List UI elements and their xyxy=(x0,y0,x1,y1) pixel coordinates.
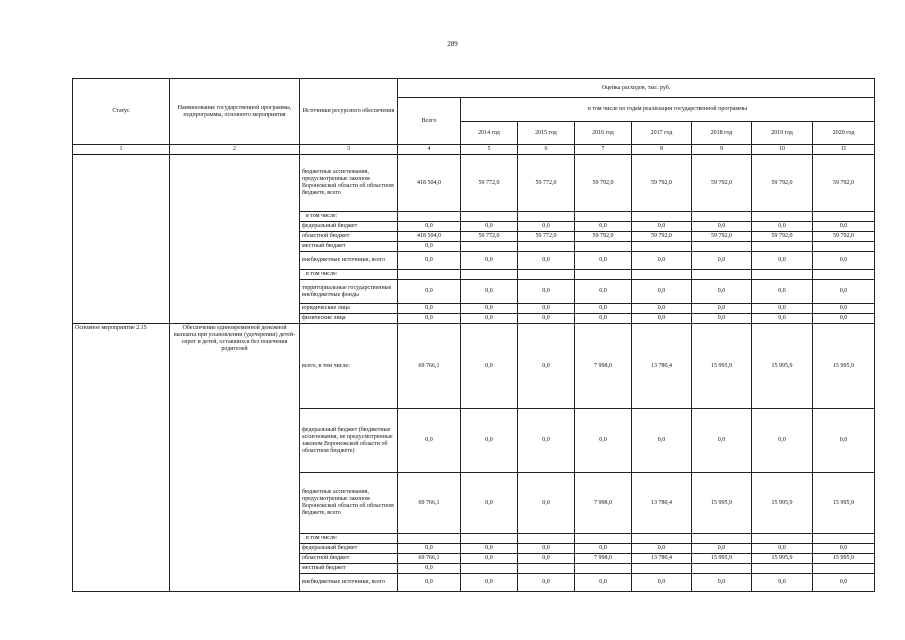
row-value: 0,0 xyxy=(632,574,692,592)
row-value: 0,0 xyxy=(632,222,692,232)
row-value xyxy=(575,212,632,222)
row-value: 15 995,9 xyxy=(752,554,813,564)
row-value xyxy=(518,270,575,280)
row-source-label: областной бюджет xyxy=(300,232,398,242)
column-index: 2 xyxy=(170,145,300,155)
row-value: 0,0 xyxy=(518,324,575,409)
row-value: 15 995,9 xyxy=(752,473,813,534)
row-value xyxy=(398,534,461,544)
page-number: 289 xyxy=(447,40,458,48)
row-source-label: внебюджетные источники, всего xyxy=(300,574,398,592)
row-value: 0,0 xyxy=(518,314,575,324)
row-value: 0,0 xyxy=(398,222,461,232)
row-program-name: Обеспечение единовременной денежной выплаты при усыновлении (удочерении) детей-сирот и детей, оставшихся без попечения родителей xyxy=(170,324,300,592)
row-value xyxy=(813,534,875,544)
table-row xyxy=(73,155,875,212)
row-source-label: федеральный бюджет xyxy=(300,544,398,554)
row-source-label: внебюджетные источники, всего xyxy=(300,252,398,270)
row-value xyxy=(398,270,461,280)
row-value: 0,0 xyxy=(692,280,752,304)
row-value: 7 998,0 xyxy=(575,473,632,534)
row-value: 0,0 xyxy=(575,280,632,304)
row-value xyxy=(813,270,875,280)
budget-table xyxy=(72,78,875,592)
row-value: 15 995,9 xyxy=(692,554,752,564)
row-value xyxy=(752,212,813,222)
row-value: 0,0 xyxy=(398,252,461,270)
row-value: 0,0 xyxy=(575,544,632,554)
row-value: 0,0 xyxy=(632,304,692,314)
row-source-label: в том числе: xyxy=(300,270,398,280)
row-value: 59 792,0 xyxy=(632,155,692,212)
row-value: 0,0 xyxy=(518,554,575,564)
row-source-label: бюджетные ассигнования, предусмотренные законом Воронежской области об областном бюджете, всего xyxy=(300,473,398,534)
row-value: 59 792,0 xyxy=(752,155,813,212)
row-value: 7 998,0 xyxy=(575,554,632,564)
row-value: 15 995,9 xyxy=(692,324,752,409)
row-value: 15 995,9 xyxy=(813,473,875,534)
row-value: 0,0 xyxy=(398,242,461,252)
row-value: 15 995,9 xyxy=(692,473,752,534)
row-value xyxy=(692,564,752,574)
row-value: 0,0 xyxy=(398,544,461,554)
row-value xyxy=(692,270,752,280)
row-value xyxy=(398,212,461,222)
row-value: 59 772,0 xyxy=(518,232,575,242)
row-value: 0,0 xyxy=(461,252,518,270)
column-index: 9 xyxy=(692,145,752,155)
row-value: 0,0 xyxy=(461,409,518,473)
row-value xyxy=(461,242,518,252)
row-value: 0,0 xyxy=(518,252,575,270)
row-value xyxy=(692,534,752,544)
row-value: 59 772,0 xyxy=(461,232,518,242)
row-value: 59 792,0 xyxy=(632,232,692,242)
row-source-label: в том числе: xyxy=(300,534,398,544)
row-value: 0,0 xyxy=(813,280,875,304)
row-value: 0,0 xyxy=(692,314,752,324)
row-value xyxy=(575,242,632,252)
row-value xyxy=(813,564,875,574)
row-source-label: физические лица xyxy=(300,314,398,324)
row-value: 59 792,0 xyxy=(575,232,632,242)
row-value: 69 766,1 xyxy=(398,554,461,564)
row-value: 15 995,9 xyxy=(813,554,875,564)
row-value xyxy=(518,564,575,574)
row-value xyxy=(632,212,692,222)
row-value: 0,0 xyxy=(575,409,632,473)
row-value: 13 780,4 xyxy=(632,554,692,564)
row-source-label: местный бюджет xyxy=(300,242,398,252)
row-value: 0,0 xyxy=(518,473,575,534)
row-value: 0,0 xyxy=(752,409,813,473)
row-value: 0,0 xyxy=(692,409,752,473)
row-value: 0,0 xyxy=(398,304,461,314)
row-value: 0,0 xyxy=(518,544,575,554)
row-value: 13 780,4 xyxy=(632,473,692,534)
row-value xyxy=(461,212,518,222)
header-year: 2019 год xyxy=(752,122,813,145)
row-value xyxy=(518,212,575,222)
header-program-name: Наименование государственной программы, подпрограммы, основного мероприятия xyxy=(170,79,300,145)
row-value: 0,0 xyxy=(752,280,813,304)
header-year: 2016 год xyxy=(575,122,632,145)
row-value: 0,0 xyxy=(692,252,752,270)
row-value xyxy=(752,270,813,280)
row-source-label: федеральный бюджет (бюджетные ассигнования, не предусмотренные законом Воронежской области об областном бюджете) xyxy=(300,409,398,473)
row-value: 0,0 xyxy=(692,222,752,232)
row-value: 13 780,4 xyxy=(632,324,692,409)
row-value: 0,0 xyxy=(813,314,875,324)
row-value xyxy=(692,212,752,222)
row-value: 0,0 xyxy=(398,409,461,473)
row-value xyxy=(813,212,875,222)
header-year: 2017 год xyxy=(632,122,692,145)
row-value: 59 792,0 xyxy=(813,232,875,242)
row-value xyxy=(752,242,813,252)
row-source-label: юридические лица xyxy=(300,304,398,314)
row-value: 0,0 xyxy=(461,554,518,564)
row-source-label: местный бюджет xyxy=(300,564,398,574)
row-value: 15 995,9 xyxy=(813,324,875,409)
column-index: 6 xyxy=(518,145,575,155)
row-value xyxy=(575,534,632,544)
row-value: 0,0 xyxy=(813,574,875,592)
row-value: 59 792,0 xyxy=(692,155,752,212)
row-value xyxy=(752,534,813,544)
row-value: 0,0 xyxy=(461,314,518,324)
header-total: Всего xyxy=(398,98,461,145)
row-value: 0,0 xyxy=(398,314,461,324)
row-value: 0,0 xyxy=(632,409,692,473)
row-value xyxy=(692,242,752,252)
row-source-label: территориальные государственные внебюджетные фонды xyxy=(300,280,398,304)
row-value: 0,0 xyxy=(575,574,632,592)
row-source-label: бюджетные ассигнования, предусмотренные законом Воронежской области об областном бюджете, всего xyxy=(300,155,398,212)
row-value xyxy=(632,534,692,544)
row-value: 59 772,0 xyxy=(518,155,575,212)
row-value: 59 792,0 xyxy=(692,232,752,242)
row-value xyxy=(461,534,518,544)
header-year: 2018 год xyxy=(692,122,752,145)
column-index: 8 xyxy=(632,145,692,155)
row-value: 0,0 xyxy=(632,252,692,270)
row-value: 15 995,9 xyxy=(752,324,813,409)
row-value: 0,0 xyxy=(813,409,875,473)
header-sources: Источники ресурсного обеспечения xyxy=(300,79,398,145)
row-value: 0,0 xyxy=(461,280,518,304)
row-value xyxy=(632,242,692,252)
row-value: 0,0 xyxy=(813,222,875,232)
column-index: 11 xyxy=(813,145,875,155)
column-index: 10 xyxy=(752,145,813,155)
row-value: 59 792,0 xyxy=(752,232,813,242)
row-value: 0,0 xyxy=(461,222,518,232)
row-value: 0,0 xyxy=(461,544,518,554)
row-value: 0,0 xyxy=(692,304,752,314)
row-status xyxy=(73,155,170,324)
row-value: 0,0 xyxy=(575,222,632,232)
row-value: 59 772,0 xyxy=(461,155,518,212)
column-index: 4 xyxy=(398,145,461,155)
table-row xyxy=(73,324,875,409)
row-value: 69 766,1 xyxy=(398,324,461,409)
row-value: 0,0 xyxy=(461,473,518,534)
row-value: 0,0 xyxy=(398,280,461,304)
row-value xyxy=(752,564,813,574)
row-status: Основное мероприятие 2.15 xyxy=(73,324,170,592)
row-value xyxy=(518,242,575,252)
row-value: 0,0 xyxy=(461,574,518,592)
row-value xyxy=(461,564,518,574)
row-value: 0,0 xyxy=(461,304,518,314)
header-year: 2014 год xyxy=(461,122,518,145)
row-value: 0,0 xyxy=(692,544,752,554)
row-value xyxy=(813,242,875,252)
row-source-label: в том числе: xyxy=(300,212,398,222)
row-value: 0,0 xyxy=(398,564,461,574)
row-value: 0,0 xyxy=(752,314,813,324)
row-value: 0,0 xyxy=(518,280,575,304)
header-estimate: Оценка расходов, тыс. руб. xyxy=(398,79,875,98)
row-value xyxy=(461,270,518,280)
row-value: 0,0 xyxy=(518,304,575,314)
row-value: 7 998,0 xyxy=(575,324,632,409)
row-value: 0,0 xyxy=(752,222,813,232)
row-value: 69 766,1 xyxy=(398,473,461,534)
row-value: 0,0 xyxy=(518,222,575,232)
header-year: 2015 год xyxy=(518,122,575,145)
column-index: 1 xyxy=(73,145,170,155)
row-value xyxy=(632,564,692,574)
row-value: 0,0 xyxy=(752,574,813,592)
row-value: 418 504,0 xyxy=(398,232,461,242)
row-source-label: областной бюджет xyxy=(300,554,398,564)
row-value xyxy=(632,270,692,280)
row-value: 0,0 xyxy=(632,314,692,324)
row-source-label: всего, в том числе: xyxy=(300,324,398,409)
row-value: 0,0 xyxy=(813,252,875,270)
column-index: 5 xyxy=(461,145,518,155)
row-value: 0,0 xyxy=(752,544,813,554)
row-source-label: федеральный бюджет xyxy=(300,222,398,232)
row-value: 0,0 xyxy=(632,544,692,554)
row-value: 0,0 xyxy=(398,574,461,592)
row-value xyxy=(575,270,632,280)
header-year: 2020 год xyxy=(813,122,875,145)
row-value: 0,0 xyxy=(752,304,813,314)
row-value: 0,0 xyxy=(518,409,575,473)
row-value: 0,0 xyxy=(692,574,752,592)
row-value xyxy=(575,564,632,574)
row-value: 0,0 xyxy=(575,314,632,324)
header-status: Статус xyxy=(73,79,170,145)
row-value: 0,0 xyxy=(575,304,632,314)
column-index: 3 xyxy=(300,145,398,155)
row-program-name xyxy=(170,155,300,324)
row-value: 418 504,0 xyxy=(398,155,461,212)
row-value: 0,0 xyxy=(813,544,875,554)
row-value: 0,0 xyxy=(461,324,518,409)
row-value: 0,0 xyxy=(575,252,632,270)
row-value: 0,0 xyxy=(813,304,875,314)
row-value: 0,0 xyxy=(518,574,575,592)
header-by-years: в том числе по годам реализации государственной программы xyxy=(461,98,875,122)
row-value: 0,0 xyxy=(632,280,692,304)
row-value: 59 792,0 xyxy=(575,155,632,212)
row-value: 59 792,0 xyxy=(813,155,875,212)
row-value xyxy=(518,534,575,544)
column-index: 7 xyxy=(575,145,632,155)
row-value: 0,0 xyxy=(752,252,813,270)
